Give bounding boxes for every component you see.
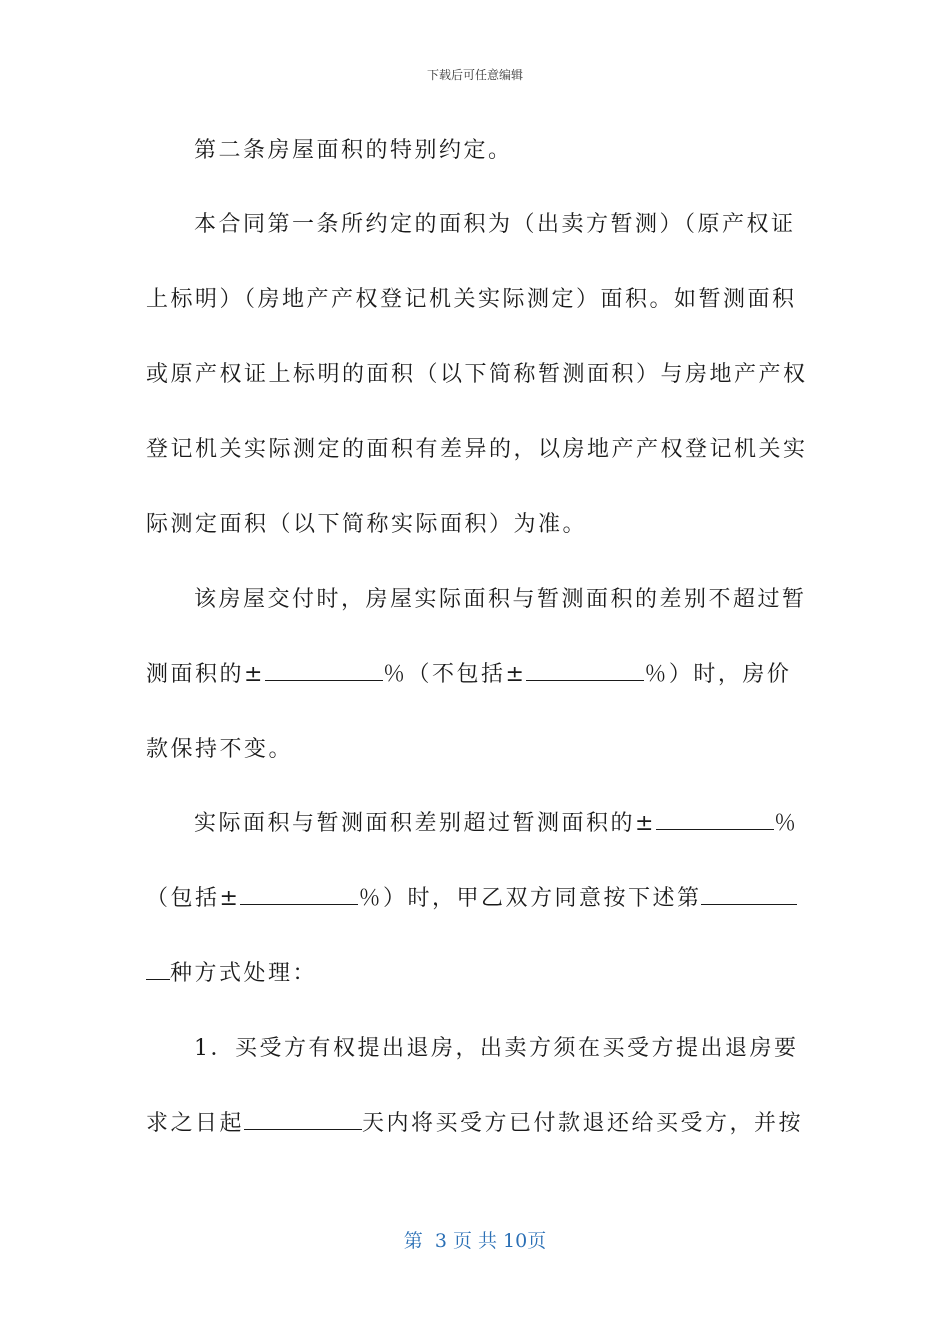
paragraph-line: 际测定面积（以下简称实际面积）为准。 bbox=[146, 512, 588, 537]
fill-in-blank bbox=[526, 660, 644, 681]
document-body bbox=[146, 0, 808, 1344]
paragraph-line: 或原产权证上标明的面积（以下简称暂测面积）与房地产产权 bbox=[146, 362, 808, 387]
text-segment: 实际面积与暂测面积差别超过暂测面积的± bbox=[194, 811, 656, 836]
paragraph-line bbox=[146, 956, 317, 987]
text-segment: ％（不包括± bbox=[382, 662, 527, 687]
fill-in-blank bbox=[656, 809, 774, 830]
fill-in-blank bbox=[265, 660, 383, 681]
paragraph-line: 上标明）（房地产产权登记机关实际测定）面积。如暂测面积 bbox=[146, 287, 797, 312]
text-segment: （包括± bbox=[146, 886, 241, 911]
text-segment: ％）时，房价 bbox=[644, 662, 792, 687]
text-segment: 天内将买受方已付款退还给买受方，并按 bbox=[362, 1111, 804, 1136]
fill-in-blank bbox=[244, 1109, 362, 1130]
paragraph-line: 1．买受方有权提出退房，出卖方须在买受方提出退房要 bbox=[194, 1036, 799, 1061]
paragraph-line bbox=[146, 881, 797, 912]
paragraph-line: 本合同第一条所约定的面积为（出卖方暂测）（原产权证 bbox=[194, 212, 796, 237]
text-segment: 测面积的± bbox=[146, 662, 265, 687]
paragraph-line: 第二条房屋面积的特别约定。 bbox=[194, 138, 513, 163]
paragraph-line bbox=[146, 657, 791, 688]
fill-in-blank bbox=[240, 884, 358, 905]
paragraph-line: 登记机关实际测定的面积有差异的，以房地产产权登记机关实 bbox=[146, 437, 808, 462]
paragraph-line bbox=[146, 1106, 803, 1137]
paragraph-line bbox=[194, 806, 798, 837]
paragraph-line: 款保持不变。 bbox=[146, 737, 294, 762]
fill-in-blank bbox=[701, 884, 797, 905]
text-segment: ％）时，甲乙双方同意按下述第 bbox=[358, 886, 702, 911]
fill-in-blank bbox=[146, 959, 170, 980]
text-segment: 求之日起 bbox=[146, 1111, 245, 1136]
paragraph-line: 该房屋交付时，房屋实际面积与暂测面积的差别不超过暂 bbox=[194, 587, 807, 612]
text-segment: 种方式处理： bbox=[170, 961, 318, 986]
page-number-footer: 第 3 页 共 10页 bbox=[403, 1230, 547, 1252]
page-header-note: 下载后可任意编辑 bbox=[426, 68, 523, 82]
text-segment: ％ bbox=[773, 811, 799, 836]
